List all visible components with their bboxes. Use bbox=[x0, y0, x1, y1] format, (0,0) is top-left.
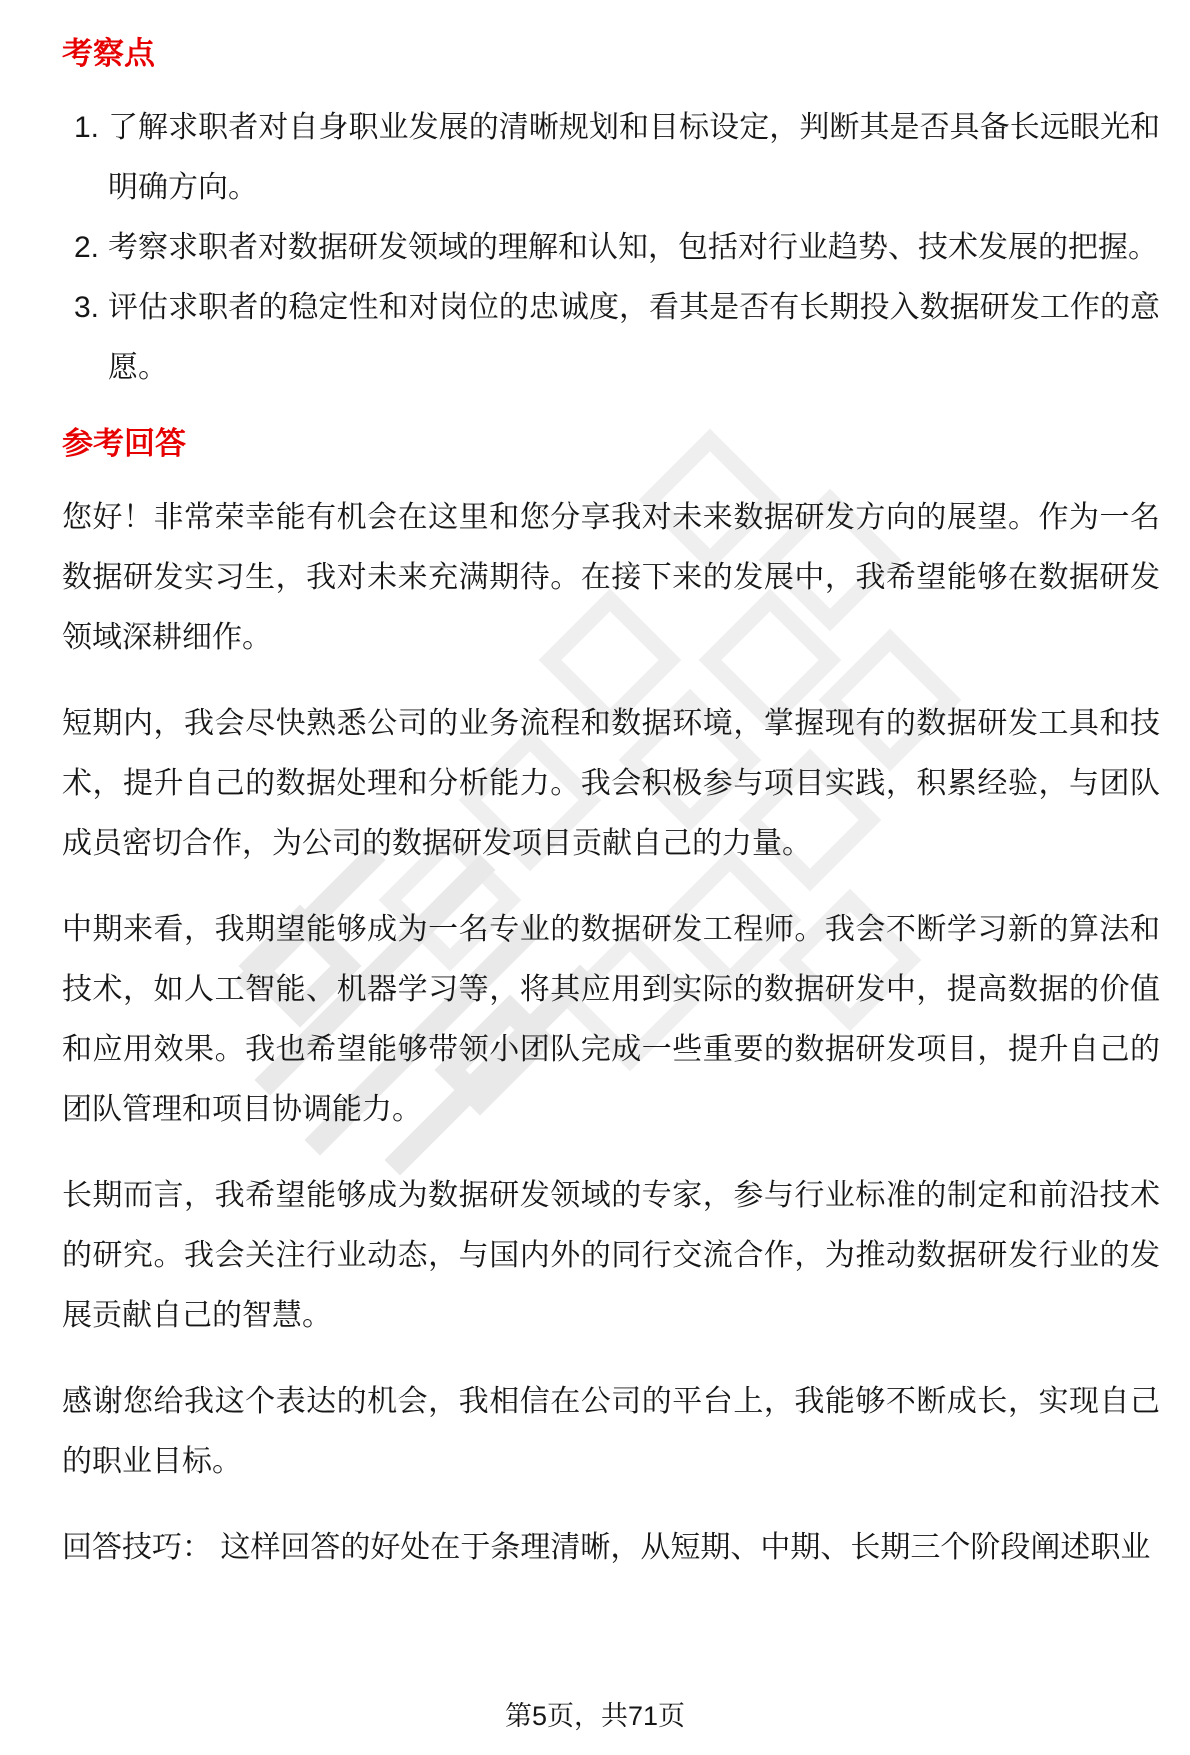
answer-paragraph: 短期内，我会尽快熟悉公司的业务流程和数据环境，掌握现有的数据研发工具和技术，提升自己的数据处理和分析能力。我会积极参与项目实践，积累经验，与团队成员密切合作，为公司的数据研发项目贡献自己的力量。 bbox=[62, 707, 1160, 860]
list-item-number: 1. bbox=[74, 111, 100, 144]
answer-tip-line: 回答技巧： 这样回答的好处在于条理清晰，从短期、中期、长期三个阶段阐述职业 bbox=[62, 1531, 1151, 1564]
section-title-reference-answer: 参考回答 bbox=[62, 426, 186, 461]
list-item bbox=[62, 218, 1160, 278]
list-item-number: 2. bbox=[74, 231, 100, 264]
assessment-points-list bbox=[62, 98, 1160, 398]
list-item-number: 3. bbox=[74, 291, 100, 324]
list-item-text: 评估求职者的稳定性和对岗位的忠诚度，看其是否有长期投入数据研发工作的意愿。 bbox=[108, 291, 1160, 384]
answer-paragraph: 中期来看，我期望能够成为一名专业的数据研发工程师。我会不断学习新的算法和技术，如人工智能、机器学习等，将其应用到实际的数据研发中，提高数据的价值和应用效果。我也希望能够带领小团队完成一些重要的数据研发项目，提升自己的团队管理和项目协调能力。 bbox=[62, 913, 1160, 1126]
answer-paragraph: 感谢您给我这个表达的机会，我相信在公司的平台上，我能够不断成长，实现自己的职业目标。 bbox=[62, 1385, 1160, 1478]
answer-paragraph: 您好！非常荣幸能有机会在这里和您分享我对未来数据研发方向的展望。作为一名数据研发实习生，我对未来充满期待。在接下来的发展中，我希望能够在数据研发领域深耕细作。 bbox=[62, 501, 1160, 654]
page-number-footer: 第5页，共71页 bbox=[504, 1701, 686, 1731]
list-item bbox=[62, 98, 1160, 218]
list-item-text: 了解求职者对自身职业发展的清晰规划和目标设定，判断其是否具备长远眼光和明确方向。 bbox=[108, 111, 1160, 204]
list-item bbox=[62, 278, 1160, 398]
section-title-assessment-points: 考察点 bbox=[62, 36, 155, 71]
list-item-text: 考察求职者对数据研发领域的理解和认知，包括对行业趋势、技术发展的把握。 bbox=[108, 231, 1158, 264]
answer-paragraph: 长期而言，我希望能够成为数据研发领域的专家，参与行业标准的制定和前沿技术的研究。我会关注行业动态，与国内外的同行交流合作，为推动数据研发行业的发展贡献自己的智慧。 bbox=[62, 1179, 1160, 1332]
